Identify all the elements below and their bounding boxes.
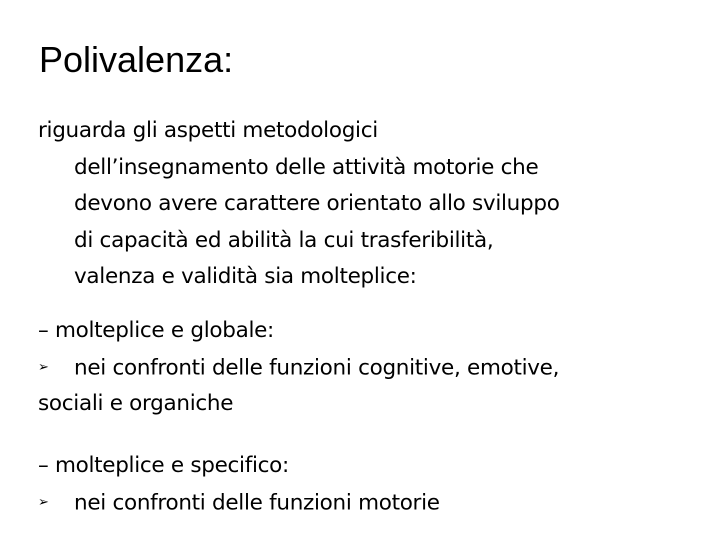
arrow-bullet-icon: ➢	[38, 494, 49, 510]
bullet-item	[38, 350, 559, 387]
intro-line: dell’insegnamento delle attività motorie che	[74, 154, 539, 180]
section-specific	[38, 448, 440, 521]
intro-line: devono avere carattere orientato allo sviluppo	[74, 191, 560, 216]
section-heading: – molteplice e globale:	[38, 318, 274, 343]
bullet-text: nei confronti delle funzioni motorie	[74, 489, 440, 515]
intro-paragraph	[38, 113, 560, 296]
bullet-continuation: sociali e organiche	[38, 391, 234, 417]
slide-title: Polivalenza:	[39, 39, 234, 80]
intro-line: valenza e validità sia molteplice:	[74, 264, 417, 289]
section-global	[38, 313, 559, 423]
intro-line: di capacità ed abilità la cui trasferibilità,	[74, 227, 494, 253]
section-heading: – molteplice e specifico:	[38, 453, 289, 478]
intro-line: riguarda gli aspetti metodologici	[38, 118, 378, 143]
bullet-text: nei confronti delle funzioni cognitive, emotive,	[74, 354, 560, 380]
bullet-item	[38, 485, 440, 522]
arrow-bullet-icon: ➢	[38, 359, 49, 375]
